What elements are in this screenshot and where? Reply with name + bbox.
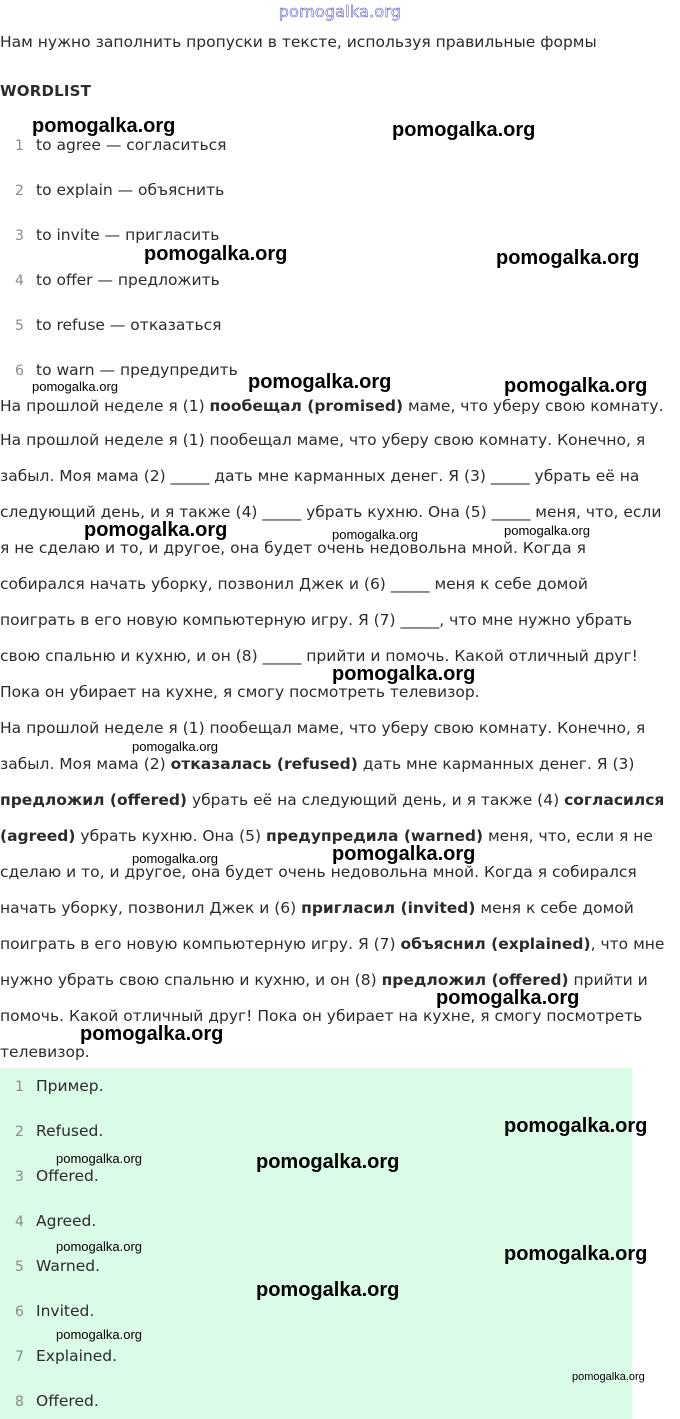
wordlist-item xyxy=(0,181,224,201)
answer-item xyxy=(0,1122,103,1140)
filled-text-line: телевизор. xyxy=(0,1043,90,1061)
answer-text: Warned. xyxy=(36,1257,101,1275)
watermark: pomogalka.org xyxy=(248,371,392,393)
watermark: pomogalka.org xyxy=(256,1279,400,1301)
answer-item xyxy=(0,1347,117,1365)
answer-text: Refused. xyxy=(36,1122,104,1140)
filled-text-line: помочь. Какой отличный друг! Пока он убирает на кухне, я смогу посмотреть xyxy=(0,1007,643,1025)
gap-text-line: На прошлой неделе я (1) пообещал маме, что уберу свою комнату. Конечно, я xyxy=(0,431,646,449)
answer-item xyxy=(0,1167,99,1185)
watermark: pomogalka.org xyxy=(392,119,536,141)
filled-text-line: начать уборку, позвонил Джек и (6) пригласил (invited) меня к себе домой xyxy=(0,899,634,917)
answer-text: Explained. xyxy=(36,1347,118,1365)
bold-answer: отказалась (refused) xyxy=(170,755,358,773)
gap-text-line: забыл. Моя мама (2) _____ дать мне карманных денег. Я (3) _____ убрать её на xyxy=(0,467,640,485)
answer-text: Invited. xyxy=(36,1302,95,1320)
bold-answer: пообещал (promised) xyxy=(209,397,404,415)
watermark: pomogalka.org xyxy=(32,379,118,394)
watermark: pomogalka.org xyxy=(256,1151,400,1173)
watermark: pomogalka.org xyxy=(80,1023,224,1045)
watermark: pomogalka.org xyxy=(332,527,418,542)
watermark: pomogalka.org xyxy=(504,523,590,538)
gap-text-line: следующий день, и я также (4) _____ убрать кухню. Она (5) _____ меня, что, если xyxy=(0,503,662,521)
wordlist-text: to warn — предупредить xyxy=(36,361,238,379)
answer-item xyxy=(0,1077,104,1095)
wordlist-item xyxy=(0,136,226,156)
wordlist-text: to explain — объяснить xyxy=(36,181,225,199)
item-number: 4 xyxy=(15,273,24,289)
item-number: 2 xyxy=(15,183,24,199)
bold-answer: пригласил (invited) xyxy=(301,899,476,917)
answer-text: Offered. xyxy=(36,1392,99,1410)
item-number: 2 xyxy=(15,1124,24,1140)
bold-answer: объяснил (explained) xyxy=(400,935,591,953)
answer-item xyxy=(0,1392,99,1410)
watermark: pomogalka.org xyxy=(132,851,218,866)
item-number: 1 xyxy=(15,138,24,154)
answer-item xyxy=(0,1212,96,1230)
bold-answer: предложил (offered) xyxy=(0,791,188,809)
item-number: 5 xyxy=(15,1259,24,1275)
item-number: 8 xyxy=(15,1394,24,1410)
watermark: pomogalka.org xyxy=(144,243,288,265)
watermark: pomogalka.org xyxy=(496,247,640,269)
watermark: pomogalka.org xyxy=(56,1151,142,1166)
watermark: pomogalka.org xyxy=(504,1115,648,1137)
watermark: pomogalka.org xyxy=(504,375,648,397)
item-number: 3 xyxy=(15,228,24,244)
watermark: pomogalka.org xyxy=(56,1327,142,1342)
filled-text-line: забыл. Моя мама (2) отказалась (refused) дать мне карманных денег. Я (3) xyxy=(0,755,635,773)
watermark: pomogalka.org xyxy=(332,663,476,685)
gap-text-line: Пока он убирает на кухне, я смогу посмотреть телевизор. xyxy=(0,683,480,701)
answer-text: Пример. xyxy=(36,1077,104,1095)
answer-item xyxy=(0,1257,100,1275)
wordlist-heading: WORDLIST xyxy=(0,82,92,100)
answer-text: Offered. xyxy=(36,1167,99,1185)
watermark: pomogalka.org xyxy=(504,1243,648,1265)
filled-text-line: предложил (offered) убрать её на следующий день, и я также (4) согласился xyxy=(0,791,665,809)
gap-text-line: свою спальню и кухню, и он (8) _____ прийти и помочь. Какой отличный друг! xyxy=(0,647,638,665)
task-intro: Нам нужно заполнить пропуски в тексте, используя правильные формы xyxy=(0,33,597,51)
item-number: 3 xyxy=(15,1169,24,1185)
wordlist-item xyxy=(0,271,220,291)
watermark: pomogalka.org xyxy=(436,987,580,1009)
filled-text-line: (agreed) убрать кухню. Она (5) предупредила (warned) меня, что, если я не xyxy=(0,827,653,845)
bold-answer: предупредила (warned) xyxy=(265,827,484,845)
wordlist-text: to agree — согласиться xyxy=(36,136,227,154)
site-header-logo[interactable]: pomogalka.org xyxy=(278,2,402,21)
answer-text: Agreed. xyxy=(36,1212,97,1230)
item-number: 7 xyxy=(15,1349,24,1365)
wordlist-item xyxy=(0,316,221,336)
gap-text-line: собирался начать уборку, позвонил Джек и (6) _____ меня к себе домой xyxy=(0,575,588,593)
example-sentence: На прошлой неделе я (1) пообещал (promised) маме, что уберу свою комнату. xyxy=(0,397,664,415)
watermark: pomogalka.org xyxy=(32,115,176,137)
filled-text-line: нужно убрать свою спальню и кухню, и он (8) предложил (offered) прийти и xyxy=(0,971,648,989)
watermark: pomogalka.org xyxy=(332,843,476,865)
gap-text-line: я не сделаю и то, и другое, она будет очень недовольна мной. Когда я xyxy=(0,539,586,557)
filled-text-line: поиграть в его новую компьютерную игру. Я (7) объяснил (explained), что мне xyxy=(0,935,665,953)
wordlist-text: to invite — пригласить xyxy=(36,226,220,244)
watermark: pomogalka.org xyxy=(572,1371,645,1383)
filled-text-line: сделаю и то, и другое, она будет очень недовольна мной. Когда я собирался xyxy=(0,863,637,881)
item-number: 5 xyxy=(15,318,24,334)
watermark: pomogalka.org xyxy=(56,1239,142,1254)
answer-item xyxy=(0,1302,94,1320)
bold-answer: (agreed) xyxy=(0,827,76,845)
item-number: 6 xyxy=(15,363,24,379)
bold-answer: предложил (offered) xyxy=(381,971,569,989)
item-number: 1 xyxy=(15,1079,24,1095)
gap-text-line: поиграть в его новую компьютерную игру. Я (7) _____, что мне нужно убрать xyxy=(0,611,633,629)
watermark: pomogalka.org xyxy=(132,739,218,754)
bold-answer: согласился xyxy=(564,791,665,809)
item-number: 4 xyxy=(15,1214,24,1230)
item-number: 6 xyxy=(15,1304,24,1320)
filled-text-line: На прошлой неделе я (1) пообещал маме, что уберу свою комнату. Конечно, я xyxy=(0,719,646,737)
wordlist-text: to offer — предложить xyxy=(36,271,220,289)
watermark: pomogalka.org xyxy=(84,519,228,541)
wordlist-text: to refuse — отказаться xyxy=(36,316,222,334)
wordlist-item xyxy=(0,361,238,381)
